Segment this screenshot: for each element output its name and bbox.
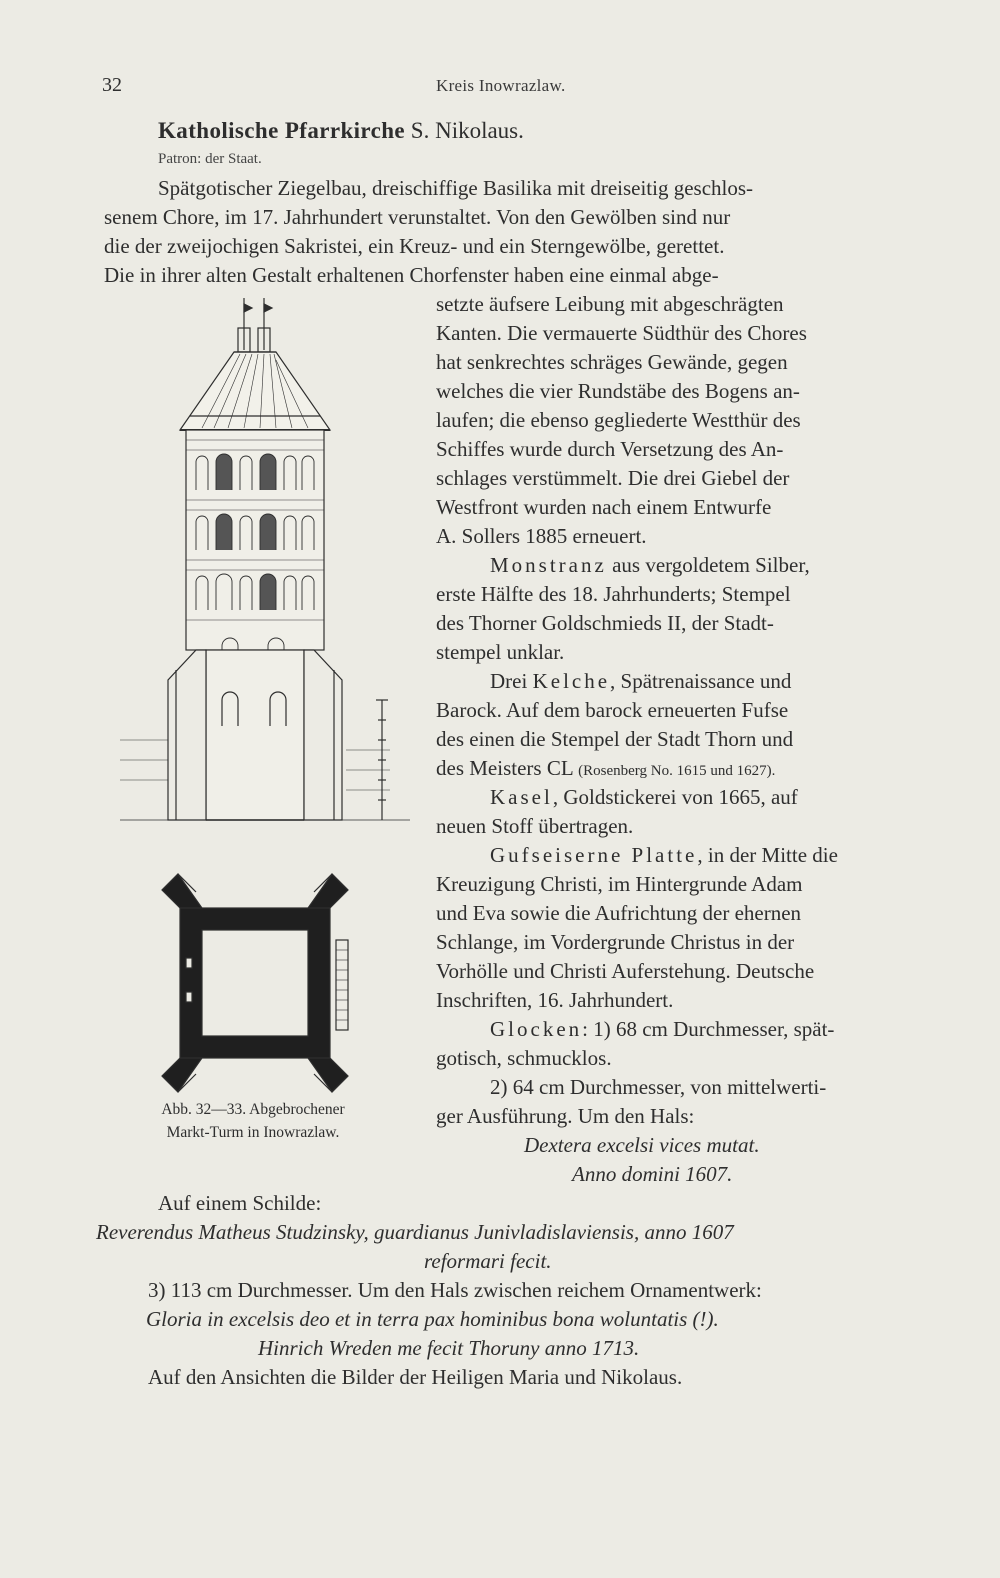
- glocken-line-3: 2) 64 cm Durchmesser, von mittelwerti-: [490, 1075, 827, 1099]
- page-number: 32: [102, 74, 122, 96]
- bell2-inscription-1: Dextera excelsi vices mutat.: [524, 1133, 760, 1157]
- monstranz-line-1: [490, 551, 810, 579]
- platte-line-1: [490, 841, 838, 869]
- column-line-3: hat senkrechtes schräges Gewände, gegen: [436, 350, 788, 374]
- schild-label: Auf einem Schilde:: [158, 1191, 322, 1215]
- schild-inscription-2: reformari fecit.: [424, 1249, 552, 1273]
- kelche-line-1: [490, 667, 791, 695]
- glocken-line-2: gotisch, schmucklos.: [436, 1046, 612, 1070]
- running-head: Kreis Inowrazlaw.: [436, 76, 566, 95]
- platte-line-5: Vorhölle und Christi Auferstehung. Deutsche: [436, 959, 815, 983]
- intro-line-3: die der zweijochigen Sakristei, ein Kreuz- und ein Sterngewölbe, gerettet.: [104, 234, 725, 258]
- glocken-line-1: [490, 1015, 834, 1043]
- figure-caption-line-1: Abb. 32—33. Abgebrochener: [161, 1101, 345, 1118]
- glocken-line-4: ger Ausführung. Um den Hals:: [436, 1104, 695, 1128]
- glocken-term: Glocken: [490, 1017, 583, 1041]
- glocken-rest: : 1) 68 cm Durchmesser, spät-: [582, 1017, 835, 1041]
- column-line-5: laufen; die ebenso gegliederte Westthür des: [436, 408, 801, 432]
- tower-drawing: [110, 290, 410, 1100]
- platte-term: Gufseiserne Platte: [490, 843, 698, 867]
- kelche-prefix: Drei: [490, 669, 533, 693]
- figure-caption: [118, 1098, 388, 1144]
- platte-line-2: Kreuzigung Christi, im Hintergrunde Adam: [436, 872, 803, 896]
- kasel-line-1: [490, 783, 798, 811]
- heading-saint: S. Nikolaus.: [405, 118, 524, 143]
- kelche-meister: des Meisters CL: [436, 756, 579, 780]
- kasel-rest: , Goldstickerei von 1665, auf: [552, 785, 798, 809]
- kasel-term: Kasel: [490, 785, 553, 809]
- monstranz-rest: aus vergoldetem Silber,: [606, 553, 810, 577]
- column-line-1: setzte äufsere Leibung mit abgeschrägten: [436, 292, 784, 316]
- column-line-4: welches die vier Rundstäbe des Bogens an-: [436, 379, 800, 403]
- kelche-term: Kelche: [532, 669, 611, 693]
- bell3-inscription-2: Hinrich Wreden me fecit Thoruny anno 1713.: [258, 1336, 640, 1360]
- section-heading: [158, 118, 524, 144]
- tower-figure: [110, 290, 410, 1100]
- platte-rest: , in der Mitte die: [697, 843, 838, 867]
- column-line-7: schlages verstümmelt. Die drei Giebel der: [436, 466, 790, 490]
- closing-line: Auf den Ansichten die Bilder der Heiligen Maria und Nikolaus.: [148, 1365, 683, 1389]
- kelche-reference: (Rosenberg No. 1615 und 1627).: [578, 763, 776, 779]
- monstranz-term: Monstranz: [490, 553, 607, 577]
- column-line-8: Westfront wurden nach einem Entwurfe: [436, 495, 772, 519]
- platte-line-6: Inschriften, 16. Jahrhundert.: [436, 988, 674, 1012]
- platte-line-3: und Eva sowie die Aufrichtung der ehernen: [436, 901, 802, 925]
- bell3-inscription-1: Gloria in excelsis deo et in terra pax hominibus bona woluntatis (!).: [146, 1307, 719, 1331]
- figure-caption-line-2: Markt-Turm in Inowrazlaw.: [166, 1124, 340, 1141]
- monstranz-line-3: des Thorner Goldschmieds II, der Stadt-: [436, 611, 774, 635]
- column-line-2: Kanten. Die vermauerte Südthür des Chores: [436, 321, 807, 345]
- heading-title: Katholische Pfarrkirche: [158, 118, 406, 143]
- monstranz-line-4: stempel unklar.: [436, 640, 565, 664]
- column-line-6: Schiffes wurde durch Versetzung des An-: [436, 437, 784, 461]
- intro-line-1: Spätgotischer Ziegelbau, dreischiffige Basilika mit dreiseitig geschlos-: [158, 176, 754, 200]
- schild-inscription-1: Reverendus Matheus Studzinsky, guardianus Junivladislaviensis, anno 1607: [96, 1220, 734, 1244]
- platte-line-4: Schlange, im Vordergrunde Christus in der: [436, 930, 795, 954]
- kelche-line-3: des einen die Stempel der Stadt Thorn und: [436, 727, 794, 751]
- monstranz-line-2: erste Hälfte des 18. Jahrhunderts; Stempel: [436, 582, 791, 606]
- kelche-line-4: [436, 754, 775, 785]
- bell3-line: 3) 113 cm Durchmesser. Um den Hals zwischen reichem Ornamentwerk:: [148, 1278, 762, 1302]
- bell2-inscription-2: Anno domini 1607.: [572, 1162, 733, 1186]
- intro-line-2: senem Chore, im 17. Jahrhundert verunstaltet. Von den Gewölben sind nur: [104, 205, 731, 229]
- intro-line-4: Die in ihrer alten Gestalt erhaltenen Chorfenster haben eine einmal abge-: [104, 263, 719, 287]
- kelche-line-2: Barock. Auf dem barock erneuerten Fufse: [436, 698, 789, 722]
- patron-line: Patron: der Staat.: [158, 151, 262, 167]
- kasel-line-2: neuen Stoff übertragen.: [436, 814, 634, 838]
- column-line-9: A. Sollers 1885 erneuert.: [436, 524, 647, 548]
- kelche-rest: , Spätrenaissance und: [610, 669, 792, 693]
